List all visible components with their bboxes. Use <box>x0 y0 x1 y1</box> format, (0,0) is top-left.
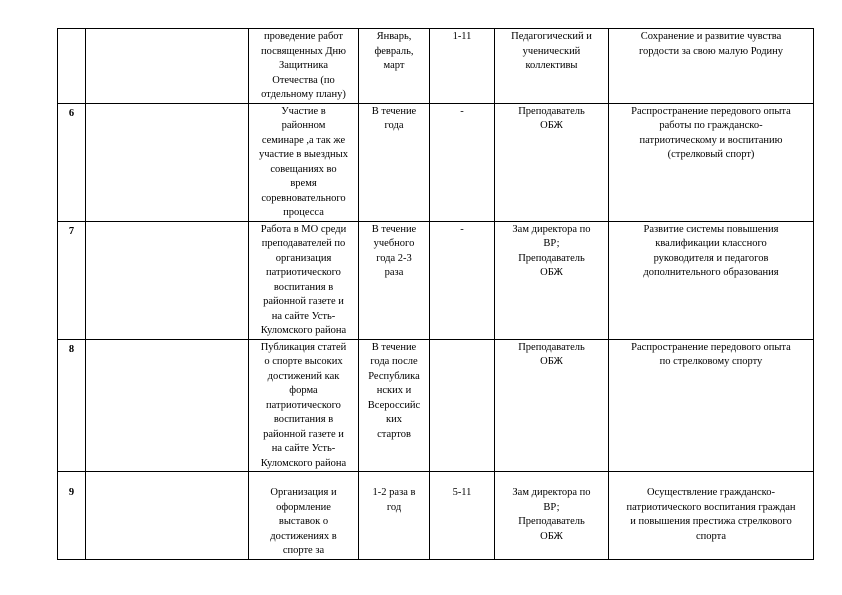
row-number: 8 <box>58 339 86 472</box>
row-number <box>58 29 86 104</box>
period-cell: В течение года <box>359 103 430 221</box>
grades-cell: 1-11 <box>430 29 495 104</box>
row-number: 6 <box>58 103 86 221</box>
responsible-cell: Преподаватель ОБЖ <box>495 339 609 472</box>
empty-cell <box>86 29 249 104</box>
event-cell: Организация и оформление выставок о достижениях в спорте за <box>249 472 359 560</box>
table-row <box>58 221 814 339</box>
grades-cell: - <box>430 103 495 221</box>
result-cell: Осуществление гражданско- патриотического воспитания граждан и повышения престижа стрелкового спорта <box>609 472 814 560</box>
result-cell: Распространение передового опыта работы по гражданско- патриотическому и воспитанию (стрелковый спорт) <box>609 103 814 221</box>
table-row <box>58 339 814 472</box>
event-cell: Работа в МО среди преподавателей по организация патриотического воспитания в районной газете и на сайте Усть- Куломского района <box>249 221 359 339</box>
period-cell: В течение года после Республика нских и Всероссийс ких стартов <box>359 339 430 472</box>
responsible-cell: Зам директора по ВР; Преподаватель ОБЖ <box>495 221 609 339</box>
period-cell: Январь, февраль, март <box>359 29 430 104</box>
event-cell: Участие в районном семинаре ,а так же участие в выездных совещаниях во время соревновательного процесса <box>249 103 359 221</box>
responsible-cell: Преподаватель ОБЖ <box>495 103 609 221</box>
row-number: 9 <box>58 472 86 560</box>
grades-cell: 5-11 <box>430 472 495 560</box>
event-cell: проведение работ посвященных Дню Защитника Отечества (по отдельному плану) <box>249 29 359 104</box>
event-cell: Публикация статей о спорте высоких достижений как форма патриотического воспитания в районной газете и на сайте Усть- Куломского района <box>249 339 359 472</box>
empty-cell <box>86 339 249 472</box>
period-cell: В течение учебного года 2-3 раза <box>359 221 430 339</box>
result-cell: Развитие системы повышения квалификации классного руководителя и педагогов дополнительного образования <box>609 221 814 339</box>
grades-cell: - <box>430 221 495 339</box>
plan-table <box>57 28 814 560</box>
grades-cell <box>430 339 495 472</box>
row-number: 7 <box>58 221 86 339</box>
responsible-cell: Педагогический и ученический коллективы <box>495 29 609 104</box>
table-row <box>58 29 814 104</box>
period-cell: 1-2 раза в год <box>359 472 430 560</box>
result-cell: Сохранение и развитие чувства гордости за свою малую Родину <box>609 29 814 104</box>
result-cell: Распространение передового опыта по стрелковому спорту <box>609 339 814 472</box>
empty-cell <box>86 472 249 560</box>
responsible-cell: Зам директора по ВР; Преподаватель ОБЖ <box>495 472 609 560</box>
table-row <box>58 103 814 221</box>
empty-cell <box>86 103 249 221</box>
table-row <box>58 472 814 560</box>
empty-cell <box>86 221 249 339</box>
